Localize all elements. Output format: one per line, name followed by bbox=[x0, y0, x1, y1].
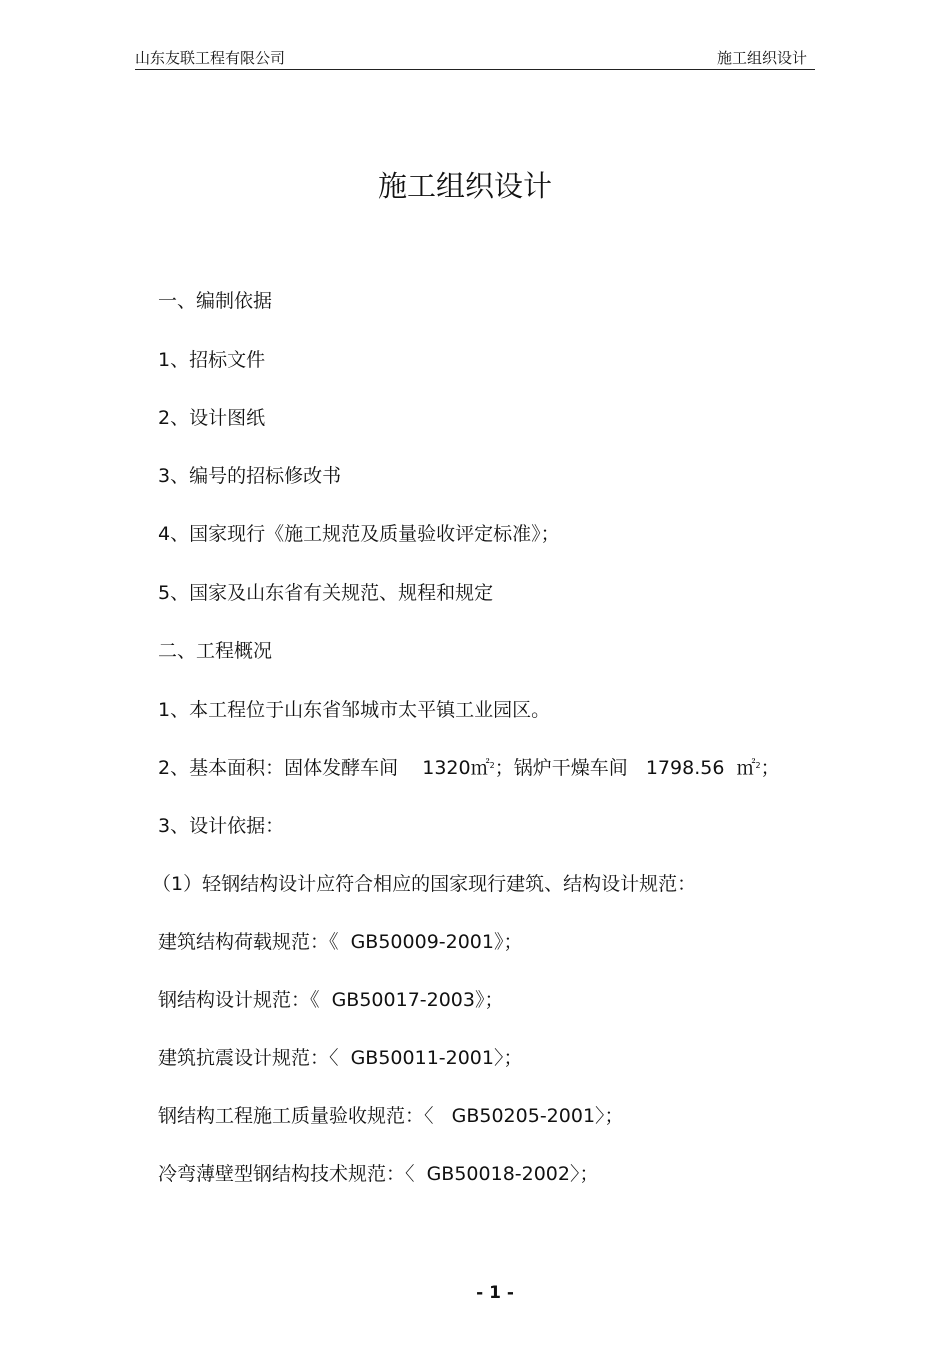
list-item: 钢结构工程施工质量验收规范：〈 GB50205-2001〉； bbox=[158, 1105, 624, 1127]
list-item: 冷弯薄壁型钢结构技术规范：〈 GB50018-2002〉； bbox=[158, 1163, 599, 1185]
area-middle: ；锅炉干燥车间 1798.56 bbox=[494, 757, 737, 779]
area-suffix: ； bbox=[760, 757, 780, 779]
list-item: （1）轻钢结构设计应符合相应的国家现行建筑、结构设计规范： bbox=[152, 873, 697, 895]
page-number: - 1 - bbox=[476, 1283, 514, 1303]
area-unit-1: ㎡ bbox=[470, 757, 490, 779]
list-item: 建筑结构荷载规范：《 GB50009-2001》； bbox=[158, 931, 523, 953]
list-item: 3、编号的招标修改书 bbox=[158, 465, 342, 487]
area-line bbox=[158, 755, 780, 781]
list-item: 1、本工程位于山东省邹城市太平镇工业园区。 bbox=[158, 699, 551, 721]
list-item: 1、招标文件 bbox=[158, 349, 266, 371]
document-title: 施工组织设计 bbox=[377, 169, 552, 203]
header-doc-name: 施工组织设计 bbox=[716, 49, 807, 67]
area-unit-2-sup: 2 bbox=[755, 761, 761, 770]
area-prefix: 2、基本面积：固体发酵车间 1320 bbox=[158, 757, 471, 779]
list-item: 建筑抗震设计规范：〈 GB50011-2001〉； bbox=[158, 1047, 523, 1069]
header-company: 山东友联工程有限公司 bbox=[135, 49, 286, 67]
section-heading-overview: 二、工程概况 bbox=[158, 640, 273, 662]
list-item: 钢结构设计规范：《 GB50017-2003》； bbox=[158, 989, 504, 1011]
area-unit-1-sup: 2 bbox=[489, 761, 495, 770]
list-item: 5、国家及山东省有关规范、规程和规定 bbox=[158, 582, 494, 604]
list-item: 3、设计依据： bbox=[158, 815, 285, 837]
list-item: 4、国家现行《施工规范及质量验收评定标准》； bbox=[158, 523, 560, 545]
section-heading-basis: 一、编制依据 bbox=[158, 290, 273, 312]
list-item: 2、设计图纸 bbox=[158, 407, 266, 429]
area-unit-2: ㎡ bbox=[736, 757, 756, 779]
page-header bbox=[135, 46, 815, 70]
